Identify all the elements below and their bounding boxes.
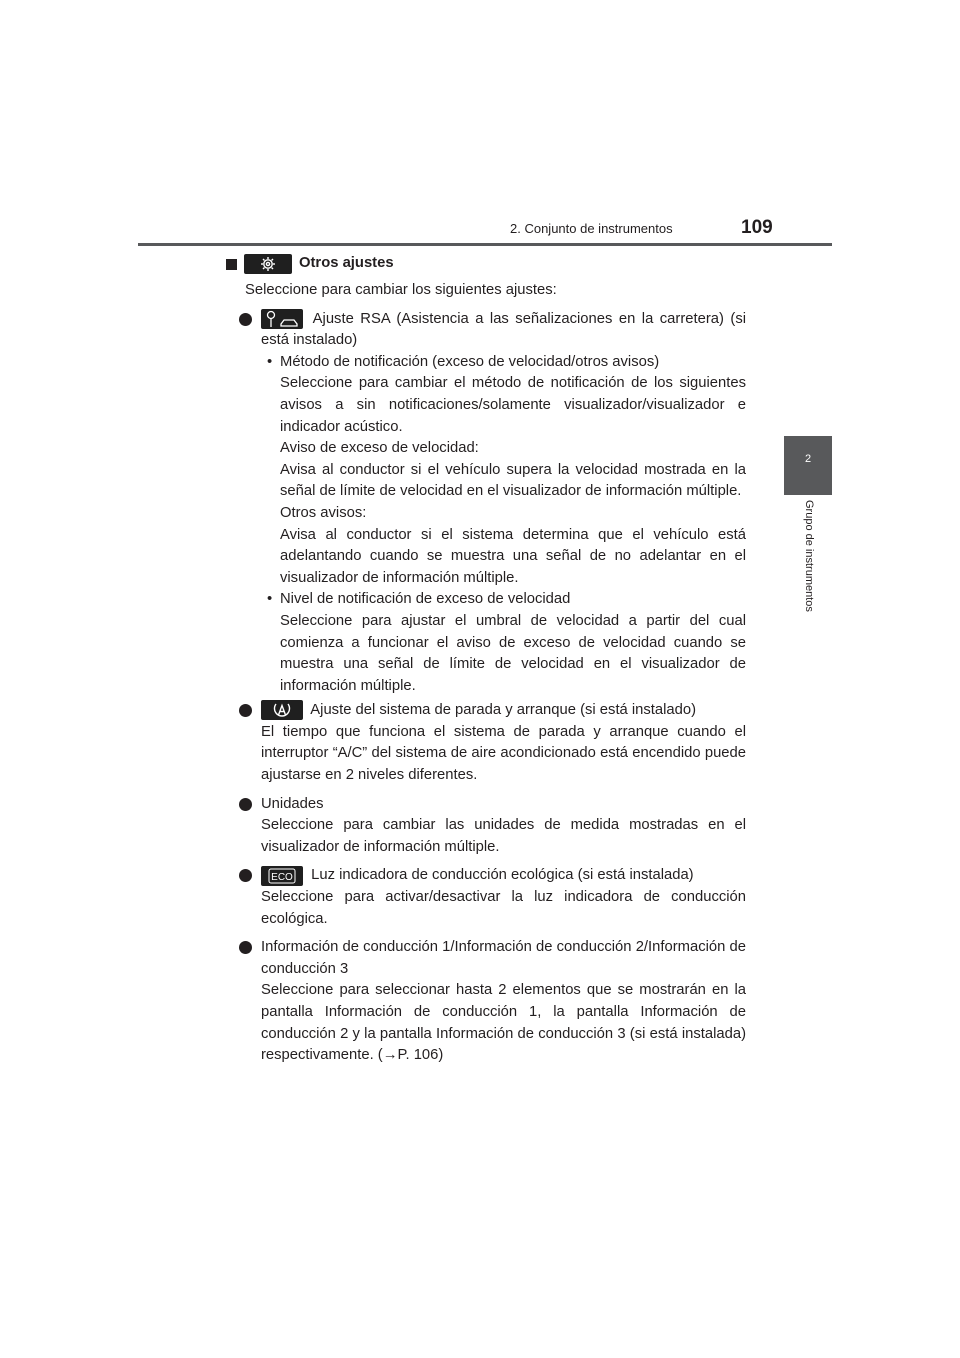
round-bullet-icon — [239, 313, 252, 326]
units-item — [226, 794, 746, 816]
rsa-sub1-title: Método de notificación (exceso de velocidad/otros avisos) — [280, 353, 660, 370]
chapter-number: 2 — [804, 453, 812, 465]
round-bullet-icon — [239, 869, 252, 882]
gear-icon — [244, 254, 292, 274]
driving-info-title: Información de conducción 1/Información de conducción 2/Información de conducción 3 — [261, 939, 746, 977]
stop-start-icon — [261, 700, 303, 720]
driving-info-desc: Seleccione para seleccionar hasta 2 elementos que se mostrarán en la pantalla Información de conducción 1, la pantalla Información de conducción 2 y la pantalla Información de conducción 3 (si está instalada) respectivamente. (→P. 106) — [261, 982, 746, 1064]
eco-desc: Seleccione para activar/desactivar la luz indicadora de conducción ecológica. — [261, 889, 746, 927]
section-title: 2. Conjunto de instrumentos — [510, 221, 673, 236]
other-warnings-title: Otros avisos: — [280, 504, 367, 521]
rsa-sub2 — [226, 589, 746, 611]
round-bullet-icon — [239, 941, 252, 954]
eco-item — [226, 865, 746, 887]
road-sign-assist-icon — [261, 309, 303, 329]
round-bullet-icon — [239, 704, 252, 717]
overspeed-desc: Avisa al conductor si el vehículo supera la velocidad mostrada en la señal de límite de velocidad en el visualizador de información múltiple. — [280, 461, 746, 500]
chapter-title-text: Grupo de instrumentos — [803, 500, 815, 612]
round-bullet-icon — [239, 798, 252, 811]
rsa-sub1 — [226, 352, 746, 374]
driving-info-item — [226, 937, 746, 980]
eco-title: Luz indicadora de conducción ecológica (si está instalada) — [311, 867, 694, 884]
svg-text:ECO: ECO — [271, 871, 293, 883]
small-bullet-icon: • — [267, 353, 273, 370]
header-rule — [138, 243, 832, 246]
intro-text: Seleccione para cambiar los siguientes ajustes: — [245, 282, 557, 298]
rsa-item — [226, 309, 746, 352]
rsa-sub1-desc: Seleccione para cambiar el método de notificación de los siguientes avisos a sin notificaciones/solamente visualizador/visualizador e indicador acústico. — [280, 375, 746, 435]
rsa-sub2-desc: Seleccione para ajustar el umbral de velocidad a partir del cual comienza a funcionar el aviso de exceso de velocidad cuando se muestra una señal de límite de velocidad en el visualizador de información múltiple. — [280, 612, 746, 694]
page-number: 109 — [741, 217, 773, 238]
stop-start-item — [226, 700, 746, 722]
overspeed-title: Aviso de exceso de velocidad: — [280, 440, 479, 457]
main-content — [226, 253, 746, 1067]
chapter-title — [800, 500, 818, 635]
section-heading-text: Otros ajustes — [299, 255, 394, 272]
square-bullet-icon — [226, 259, 237, 270]
units-desc: Seleccione para cambiar las unidades de medida mostradas en el visualizador de información múltiple. — [261, 817, 746, 855]
units-title: Unidades — [261, 795, 324, 812]
stop-start-title: Ajuste del sistema de parada y arranque (si está instalado) — [310, 702, 697, 719]
stop-start-desc: El tiempo que funciona el sistema de parada y arranque cuando el interruptor “A/C” del sistema de aire acondicionado está encendido puede ajustarse en 2 niveles diferentes. — [261, 723, 746, 784]
rsa-sub2-title: Nivel de notificación de exceso de velocidad — [280, 591, 571, 608]
rsa-title: Ajuste RSA (Asistencia a las señalizaciones en la carretera) (si está instalado) — [261, 310, 747, 349]
small-bullet-icon: • — [267, 591, 273, 608]
eco-icon — [261, 866, 303, 886]
section-heading — [226, 253, 746, 275]
chapter-tab — [784, 436, 832, 495]
other-warnings-desc: Avisa al conductor si el sistema determina que el vehículo está adelantando cuando se muestra una señal de no adelantar en el visualizador de información múltiple. — [280, 526, 746, 586]
